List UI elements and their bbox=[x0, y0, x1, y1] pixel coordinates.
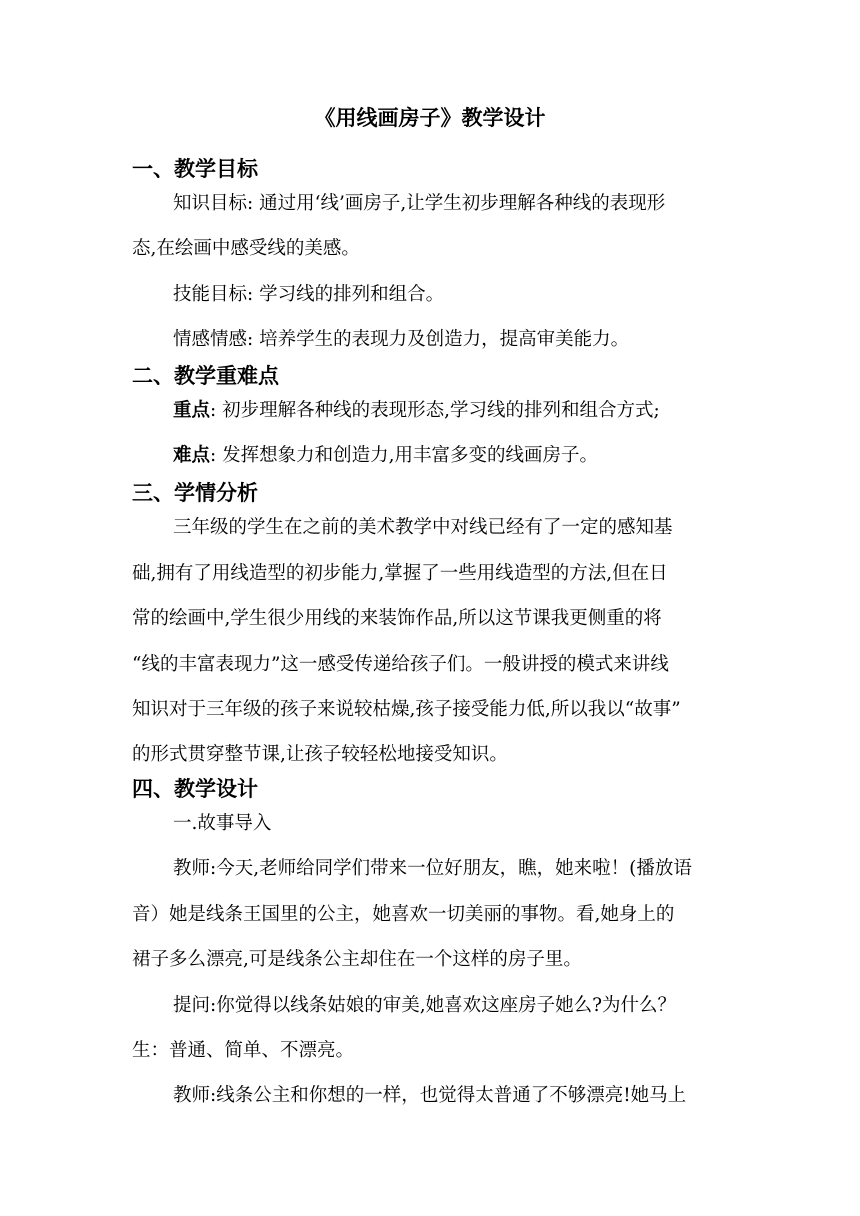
subsection-story-intro: 一.故事导入 bbox=[173, 813, 272, 834]
analysis-line: “线的丰富表现力”这一感受传递给孩子们。一般讲授的模式来讲线 bbox=[132, 654, 669, 675]
analysis-line: 三年级的学生在之前的美术教学中对线已经有了一定的感知基 bbox=[173, 517, 673, 538]
difficult-point-text: : 发挥想象力和创造力,用丰富多变的线画房子。 bbox=[210, 445, 599, 466]
knowledge-objective-line-2: 态,在绘画中感受线的美感。 bbox=[132, 238, 360, 259]
design-line: 生：普通、简单、不漂亮。 bbox=[132, 1040, 355, 1061]
key-point bbox=[173, 399, 660, 423]
section-heading-analysis: 三、学情分析 bbox=[132, 480, 258, 505]
design-line: 音）她是线条王国里的公主，她喜欢一切美丽的事物。看,她身上的 bbox=[132, 904, 675, 925]
key-point-label: 重点 bbox=[173, 400, 211, 421]
analysis-line: 础,拥有了用线造型的初步能力,掌握了一些用线造型的方法,但在日 bbox=[132, 563, 668, 584]
section-heading-key-points: 二、教学重难点 bbox=[132, 363, 279, 388]
skill-objective: 技能目标: 学习线的排列和组合。 bbox=[173, 284, 445, 305]
analysis-line: 的形式贯穿整节课,让孩子较轻松地接受知识。 bbox=[132, 744, 508, 765]
design-line: 教师:今天,老师给同学们带来一位好朋友，瞧，她来啦！(播放语 bbox=[173, 858, 692, 879]
section-heading-design: 四、教学设计 bbox=[132, 776, 258, 801]
section-heading-objectives: 一、教学目标 bbox=[132, 156, 258, 181]
difficult-point-label: 难点 bbox=[173, 445, 211, 466]
design-line: 提问:你觉得以线条姑娘的审美,她喜欢这座房子她么?为什么？ bbox=[173, 995, 677, 1016]
document-title: 《用线画房子》教学设计 bbox=[314, 105, 546, 130]
analysis-line: 常的绘画中,学生很少用线的来装饰作品,所以这节课我更侧重的将 bbox=[132, 608, 662, 629]
design-line: 教师:线条公主和你想的一样，也觉得太普通了不够漂亮!她马上 bbox=[173, 1085, 687, 1106]
analysis-line: 知识对于三年级的孩子来说较枯燥,孩子接受能力低,所以我以“故事” bbox=[132, 699, 681, 720]
key-point-text: : 初步理解各种线的表现形态,学习线的排列和组合方式; bbox=[210, 400, 660, 421]
design-line: 裙子多么漂亮,可是线条公主却住在一个这样的房子里。 bbox=[132, 949, 582, 970]
difficult-point bbox=[173, 444, 598, 468]
emotion-objective: 情感情感: 培养学生的表现力及创造力，提高审美能力。 bbox=[173, 329, 630, 350]
knowledge-objective-line-1: 知识目标: 通过用‘线’画房子,让学生初步理解各种线的表现形 bbox=[173, 193, 666, 214]
